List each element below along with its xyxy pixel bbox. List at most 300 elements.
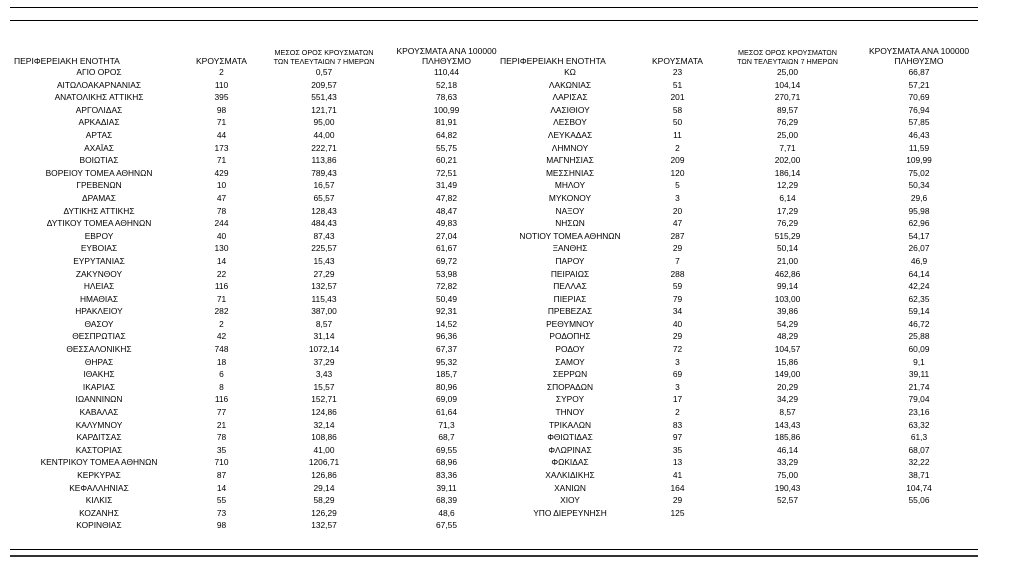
- cell-cases: 3: [675, 356, 680, 367]
- cell-cases: 13: [672, 457, 683, 468]
- cell-per-100k: 46,9: [910, 255, 928, 266]
- cell-avg-7d: 20,29: [777, 381, 798, 392]
- table-row: [500, 293, 978, 306]
- cell-region: ΚΟΖΑΝΗΣ: [79, 507, 119, 518]
- cell-avg-7d: 462,86: [774, 268, 801, 279]
- table-row: [500, 268, 978, 281]
- table-row: [500, 217, 978, 230]
- cell-region: ΒΟΙΩΤΙΑΣ: [79, 155, 119, 166]
- cell-cases: 42: [216, 331, 227, 342]
- cell-avg-7d: 27,29: [313, 268, 335, 279]
- cell-cases: 5: [675, 180, 680, 191]
- table-row: [14, 406, 504, 419]
- table-row: [14, 330, 504, 343]
- cell-cases: 130: [214, 243, 229, 254]
- top-rule-second: [10, 20, 978, 21]
- cell-per-100k: 69,55: [436, 444, 457, 455]
- cell-region: ΠΙΕΡΙΑΣ: [553, 293, 587, 304]
- table-row: [14, 179, 504, 192]
- cell-region: ΛΕΣΒΟΥ: [553, 117, 587, 128]
- cell-region: ΥΠΟ ΔΙΕΡΕΥΝΗΣΗ: [533, 507, 607, 518]
- cell-cases: 21: [216, 419, 227, 430]
- cell-region: ΛΑΣΙΘΙΟΥ: [550, 104, 590, 115]
- cell-avg-7d: 17,29: [777, 205, 798, 216]
- cell-avg-7d: 33,29: [777, 457, 798, 468]
- cell-region: ΧΑΝΙΩΝ: [554, 482, 586, 493]
- cell-cases: 244: [214, 218, 229, 229]
- cell-per-100k: 9,1: [913, 356, 925, 367]
- cell-avg-7d: 387,00: [311, 306, 337, 317]
- cell-per-100k: 72,51: [436, 167, 457, 178]
- cell-cases: 164: [670, 482, 685, 493]
- table-row: [14, 205, 504, 218]
- cell-per-100k: 109,99: [906, 155, 932, 166]
- cell-cases: 87: [216, 470, 227, 480]
- table-row: [500, 104, 978, 117]
- cell-region: ΣΕΡΡΩΝ: [552, 369, 588, 380]
- cell-avg-7d: 222,71: [311, 142, 337, 153]
- table-row: [14, 368, 504, 381]
- cell-avg-7d: [715, 507, 860, 520]
- cell-region: ΞΑΝΘΗΣ: [552, 243, 588, 254]
- cell-per-100k: 48,6: [438, 507, 455, 518]
- cell-region: ΜΑΓΝΗΣΙΑΣ: [546, 155, 594, 166]
- bottom-rule: [10, 549, 978, 550]
- cell-avg-7d: 152,71: [311, 394, 337, 405]
- table-row: [500, 167, 978, 180]
- cell-region: ΘΑΣΟΥ: [84, 318, 114, 329]
- cell-per-100k: 80,96: [436, 381, 457, 392]
- cell-avg-7d: 34,29: [777, 394, 798, 405]
- cell-per-100k: 61,3: [910, 432, 928, 443]
- cell-region: ΠΕΛΛΑΣ: [553, 281, 587, 292]
- table-row: [500, 368, 978, 381]
- cell-cases: 71: [216, 293, 227, 304]
- cell-per-100k: 25,88: [908, 331, 930, 342]
- table-row: [500, 469, 978, 482]
- cell-avg-7d: 25,00: [777, 129, 798, 140]
- table-row: [500, 305, 978, 318]
- cell-per-100k: 39,11: [436, 482, 457, 493]
- table-row: [14, 456, 504, 469]
- cell-region: ΠΡΕΒΕΖΑΣ: [547, 306, 593, 317]
- table-row: [14, 116, 504, 129]
- cell-cases: 201: [670, 92, 685, 103]
- cell-cases: 14: [216, 482, 227, 493]
- cell-cases: 58: [672, 104, 683, 115]
- cell-cases: 34: [672, 306, 683, 317]
- cell-avg-7d: 108,86: [311, 432, 337, 443]
- cell-per-100k: 100,99: [433, 104, 460, 115]
- cell-region: ΚΑΣΤΟΡΙΑΣ: [75, 444, 123, 455]
- cell-avg-7d: 48,29: [777, 331, 798, 342]
- cell-cases: 116: [214, 394, 229, 405]
- cell-region: ΣΠΟΡΑΔΩΝ: [546, 381, 594, 392]
- cell-region: ΔΥΤΙΚΗΣ ΑΤΤΙΚΗΣ: [63, 205, 135, 216]
- table-row: [500, 330, 978, 343]
- cell-cases: 17: [672, 394, 683, 405]
- cell-cases: 7: [675, 255, 680, 266]
- cell-avg-7d: 515,29: [774, 230, 801, 241]
- cell-region: ΕΥΒΟΙΑΣ: [80, 243, 118, 254]
- table-row: [500, 381, 978, 394]
- cell-avg-7d: 75,00: [777, 470, 798, 480]
- cell-cases: 51: [672, 79, 683, 90]
- cell-avg-7d: 484,43: [311, 218, 337, 229]
- cell-per-100k: 48,47: [436, 205, 457, 216]
- cell-avg-7d: 12,29: [777, 180, 798, 191]
- cell-cases: 40: [216, 230, 227, 241]
- cell-region: ΦΩΚΙΔΑΣ: [551, 457, 589, 468]
- header-row: [14, 42, 504, 66]
- bottom-rule-thick: [10, 555, 978, 557]
- cell-cases: 6: [219, 369, 224, 380]
- table-row: [14, 104, 504, 117]
- cell-cases: 78: [216, 205, 227, 216]
- cell-region: ΒΟΡΕΙΟΥ ΤΟΜΕΑ ΑΘΗΝΩΝ: [45, 167, 153, 178]
- table-row: [500, 444, 978, 457]
- cell-per-100k: 62,35: [908, 293, 930, 304]
- header-avg-line1: ΜΕΣΟΣ ΟΡΟΣ ΚΡΟΥΣΜΑΤΩΝ: [274, 48, 374, 57]
- table-row: [500, 419, 978, 432]
- cell-per-100k: 78,63: [436, 92, 457, 103]
- cell-cases: 35: [216, 444, 227, 455]
- cell-cases: 3: [675, 381, 680, 392]
- cell-region: ΛΑΚΩΝΙΑΣ: [548, 79, 592, 90]
- cell-region: ΛΗΜΝΟΥ: [551, 142, 589, 153]
- cell-avg-7d: 89,57: [777, 104, 798, 115]
- cell-cases: 710: [214, 457, 229, 468]
- cell-per-100k: 75,02: [908, 167, 930, 178]
- cell-region: ΘΕΣΠΡΩΤΙΑΣ: [72, 331, 126, 342]
- cell-per-100k: 69,72: [436, 255, 457, 266]
- cell-per-100k: 68,7: [438, 432, 455, 443]
- cell-region: ΚΑΡΔΙΤΣΑΣ: [76, 432, 122, 443]
- cell-cases: 14: [216, 255, 227, 266]
- table-row: [14, 79, 504, 92]
- cell-per-100k: 59,14: [908, 306, 930, 317]
- cell-avg-7d: 270,71: [774, 92, 801, 103]
- cell-region: ΜΗΛΟΥ: [554, 180, 586, 191]
- table-row: [14, 66, 504, 79]
- cell-per-100k: 11,59: [908, 142, 930, 153]
- cell-region: ΑΡΚΑΔΙΑΣ: [78, 117, 120, 128]
- table-row: [14, 305, 504, 318]
- cell-avg-7d: 202,00: [774, 155, 801, 166]
- cell-avg-7d: 190,43: [774, 482, 801, 493]
- table-row: [14, 268, 504, 281]
- cell-per-100k: 61,67: [436, 243, 457, 254]
- cell-per-100k: 39,11: [908, 369, 930, 380]
- cell-region: ΣΥΡΟΥ: [555, 394, 585, 405]
- cell-region: ΑΡΤΑΣ: [85, 129, 113, 140]
- cases-table-left: [14, 42, 504, 532]
- table-row: [500, 280, 978, 293]
- table-row: [500, 494, 978, 507]
- cell-per-100k: 72,82: [436, 281, 457, 292]
- table-row: [14, 494, 504, 507]
- cell-region: ΜΕΣΣΗΝΙΑΣ: [545, 167, 595, 178]
- cell-avg-7d: 41,00: [313, 444, 335, 455]
- cell-avg-7d: 39,86: [777, 306, 798, 317]
- cell-region: ΗΡΑΚΛΕΙΟΥ: [75, 306, 123, 317]
- cell-region: ΚΕΦΑΛΛΗΝΙΑΣ: [69, 482, 129, 493]
- cell-cases: 47: [216, 192, 227, 203]
- cell-cases: 55: [216, 495, 227, 506]
- cell-avg-7d: 8,57: [315, 318, 333, 329]
- cell-per-100k: 76,94: [908, 104, 930, 115]
- cell-per-100k: 92,31: [436, 306, 457, 317]
- cell-per-100k: 54,17: [908, 230, 930, 241]
- cell-region: ΧΙΟΥ: [560, 495, 580, 506]
- cell-per-100k: [860, 507, 978, 520]
- header-avg-line2: ΤΩΝ ΤΕΛΕΥΤΑΙΩΝ 7 ΗΜΕΡΩΝ: [737, 57, 838, 66]
- cell-region: ΙΚΑΡΙΑΣ: [82, 381, 116, 392]
- cell-per-100k: 66,87: [908, 67, 930, 77]
- cell-avg-7d: 126,86: [311, 470, 337, 480]
- cell-region: ΚΕΝΤΡΙΚΟΥ ΤΟΜΕΑ ΑΘΗΝΩΝ: [40, 457, 158, 468]
- cell-per-100k: 57,21: [908, 79, 930, 90]
- table-row: [14, 230, 504, 243]
- cell-avg-7d: 25,00: [777, 67, 798, 77]
- cell-per-100k: 55,75: [436, 142, 457, 153]
- table-row: [14, 343, 504, 356]
- cell-cases: 429: [214, 167, 229, 178]
- cell-region: ΤΗΝΟΥ: [555, 407, 585, 418]
- header-per100k-line1: ΚΡΟΥΣΜΑΤΑ ΑΝΑ 100000: [396, 46, 497, 56]
- cell-avg-7d: 7,71: [779, 142, 796, 153]
- table-row: [14, 444, 504, 457]
- cell-cases: 20: [672, 205, 683, 216]
- cell-cases: 97: [672, 432, 683, 443]
- cell-avg-7d: 21,00: [777, 255, 798, 266]
- cell-region: ΝΑΞΟΥ: [555, 205, 585, 216]
- cell-avg-7d: 54,29: [777, 318, 798, 329]
- table-row: [14, 154, 504, 167]
- cell-cases: 22: [216, 268, 227, 279]
- cell-region: ΑΙΤΩΛΟΑΚΑΡΝΑΝΙΑΣ: [56, 79, 142, 90]
- cell-per-100k: 57,85: [908, 117, 930, 128]
- cell-region: ΗΜΑΘΙΑΣ: [79, 293, 119, 304]
- cell-cases: 29: [672, 495, 683, 506]
- cell-per-100k: 67,55: [436, 520, 457, 531]
- header-cases: ΚΡΟΥΣΜΑΤΑ: [196, 56, 247, 66]
- cell-per-100k: 26,07: [908, 243, 930, 254]
- cell-cases: 120: [670, 167, 685, 178]
- cell-region: ΦΛΩΡΙΝΑΣ: [548, 444, 592, 455]
- cell-cases: 18: [216, 356, 227, 367]
- cell-avg-7d: 789,43: [311, 167, 337, 178]
- cell-region: ΛΕΥΚΑΔΑΣ: [547, 129, 593, 140]
- cell-region: ΚΙΛΚΙΣ: [85, 495, 113, 506]
- header-avg: [715, 42, 860, 66]
- cell-region: ΕΒΡΟΥ: [84, 230, 114, 241]
- cell-per-100k: 49,83: [436, 218, 457, 229]
- table-row: [500, 255, 978, 268]
- table-row: [500, 318, 978, 331]
- cell-region: ΚΩ: [564, 67, 576, 77]
- header-per100k: [389, 42, 504, 66]
- cell-cases: 3: [675, 192, 680, 203]
- cell-region: ΓΡΕΒΕΝΩΝ: [76, 180, 122, 191]
- cell-per-100k: 69,09: [436, 394, 457, 405]
- cell-region: ΑΡΓΟΛΙΔΑΣ: [75, 104, 123, 115]
- cell-avg-7d: 104,57: [774, 344, 801, 355]
- cell-per-100k: 46,72: [908, 318, 930, 329]
- cell-cases: 287: [670, 230, 685, 241]
- cell-region: ΑΓΙΟ ΟΡΟΣ: [76, 67, 122, 77]
- header-per100k-line2: ΠΛΗΘΥΣΜΟ: [422, 56, 471, 66]
- cell-region: ΠΕΙΡΑΙΩΣ: [550, 268, 590, 279]
- cell-avg-7d: 0,57: [315, 67, 333, 77]
- table-row: [14, 482, 504, 495]
- cell-avg-7d: 37,29: [313, 356, 335, 367]
- cell-region: ΘΗΡΑΣ: [84, 356, 114, 367]
- cell-per-100k: 104,74: [906, 482, 932, 493]
- table-row: [500, 66, 978, 79]
- cell-per-100k: 32,22: [908, 457, 930, 468]
- cell-region: ΧΑΛΚΙΔΙΚΗΣ: [545, 470, 595, 480]
- header-avg-line2: ΤΩΝ ΤΕΛΕΥΤΑΙΩΝ 7 ΗΜΕΡΩΝ: [273, 57, 375, 66]
- cell-cases: 2: [675, 142, 680, 153]
- cell-region: ΜΥΚΟΝΟΥ: [548, 192, 592, 203]
- header-per100k-line1: ΚΡΟΥΣΜΑΤΑ ΑΝΑ 100000: [868, 46, 970, 56]
- table-row: [500, 142, 978, 155]
- header-cases: ΚΡΟΥΣΜΑΤΑ: [652, 56, 703, 66]
- table-row: [14, 393, 504, 406]
- cell-per-100k: 71,3: [438, 419, 455, 430]
- cell-region: ΚΟΡΙΝΘΙΑΣ: [76, 520, 122, 531]
- cell-cases: 11: [673, 129, 682, 140]
- header-avg-line1: ΜΕΣΟΣ ΟΡΟΣ ΚΡΟΥΣΜΑΤΩΝ: [738, 48, 837, 57]
- table-row: [14, 507, 504, 520]
- cell-cases: 2: [219, 318, 224, 329]
- cell-cases: 98: [216, 104, 227, 115]
- cell-region: ΣΑΜΟΥ: [555, 356, 585, 367]
- cell-region: ΑΝΑΤΟΛΙΚΗΣ ΑΤΤΙΚΗΣ: [54, 92, 144, 103]
- cell-avg-7d: 32,14: [313, 419, 335, 430]
- table-row: [14, 318, 504, 331]
- cell-avg-7d: 132,57: [311, 281, 337, 292]
- cell-region: ΚΕΡΚΥΡΑΣ: [77, 470, 121, 480]
- cell-cases: 2: [675, 407, 680, 418]
- cell-avg-7d: 3,43: [315, 369, 333, 380]
- cell-per-100k: 50,34: [908, 180, 930, 191]
- header-region: ΠΕΡΙΦΕΡΕΙΑΚΗ ΕΝΟΤΗΤΑ: [14, 56, 120, 66]
- cell-cases: 173: [214, 142, 229, 153]
- cell-per-100k: 61,64: [436, 407, 457, 418]
- cell-per-100k: 63,32: [908, 419, 930, 430]
- table-row: [14, 242, 504, 255]
- cell-cases: 71: [216, 117, 227, 128]
- cell-avg-7d: 143,43: [774, 419, 801, 430]
- cell-avg-7d: 149,00: [774, 369, 801, 380]
- table-row: [500, 230, 978, 243]
- cell-region: ΚΑΛΥΜΝΟΥ: [75, 419, 123, 430]
- cell-per-100k: 83,36: [436, 470, 457, 480]
- cell-region: ΗΛΕΙΑΣ: [83, 281, 115, 292]
- header-row: [500, 42, 978, 66]
- cell-cases: 59: [672, 281, 683, 292]
- cell-cases: 72: [672, 344, 683, 355]
- cell-avg-7d: 44,00: [313, 129, 335, 140]
- cell-region: ΔΡΑΜΑΣ: [82, 192, 116, 203]
- cell-region: ΡΟΔΟΠΗΣ: [549, 331, 591, 342]
- cell-per-100k: 64,82: [436, 129, 457, 140]
- cell-cases: 79: [672, 293, 683, 304]
- cell-avg-7d: 121,71: [311, 104, 337, 115]
- table-row: [500, 179, 978, 192]
- cell-per-100k: 110,44: [434, 67, 459, 77]
- cell-cases: 78: [216, 432, 227, 443]
- cell-per-100k: 79,04: [908, 394, 930, 405]
- cell-avg-7d: 113,86: [311, 155, 337, 166]
- cell-per-100k: 67,37: [436, 344, 457, 355]
- cell-cases: 748: [214, 344, 229, 355]
- cell-avg-7d: 95,00: [313, 117, 335, 128]
- cell-per-100k: 50,49: [436, 293, 457, 304]
- cell-per-100k: 38,71: [908, 470, 930, 480]
- cell-region: ΦΘΙΩΤΙΔΑΣ: [547, 432, 593, 443]
- cell-region: ΛΑΡΙΣΑΣ: [552, 92, 588, 103]
- table-row: [14, 91, 504, 104]
- cell-cases: 8: [219, 381, 224, 392]
- cell-avg-7d: 15,57: [313, 381, 335, 392]
- cell-per-100k: 68,39: [436, 495, 457, 506]
- table-row: [14, 167, 504, 180]
- cell-per-100k: 55,06: [908, 495, 930, 506]
- cell-per-100k: 60,21: [436, 155, 457, 166]
- top-rule: [10, 7, 978, 8]
- table-row: [500, 431, 978, 444]
- table-row: [14, 192, 504, 205]
- cell-cases: 44: [216, 129, 227, 140]
- cell-per-100k: 64,14: [908, 268, 930, 279]
- cell-per-100k: 95,98: [908, 205, 930, 216]
- cell-per-100k: 96,36: [436, 331, 457, 342]
- cell-cases: 98: [216, 520, 227, 531]
- table-row: [500, 343, 978, 356]
- cell-per-100k: 42,24: [908, 281, 930, 292]
- cell-avg-7d: 46,14: [777, 444, 798, 455]
- table-row: [14, 469, 504, 482]
- cell-region: ΤΡΙΚΑΛΩΝ: [548, 419, 592, 430]
- cell-region: ΙΘΑΚΗΣ: [83, 369, 115, 380]
- cell-region: ΕΥΡΥΤΑΝΙΑΣ: [73, 255, 125, 266]
- cell-avg-7d: 185,86: [774, 432, 801, 443]
- cell-cases: 282: [214, 306, 229, 317]
- cell-cases: 71: [216, 155, 227, 166]
- table-row: [14, 280, 504, 293]
- cell-cases: 69: [672, 369, 683, 380]
- cases-table-right: [500, 42, 978, 519]
- table-row: [14, 142, 504, 155]
- cell-avg-7d: 225,57: [311, 243, 337, 254]
- cell-avg-7d: 58,29: [313, 495, 335, 506]
- cell-avg-7d: 65,57: [313, 192, 335, 203]
- cell-per-100k: 46,43: [908, 129, 930, 140]
- cell-cases: 83: [672, 419, 683, 430]
- cell-avg-7d: 124,86: [311, 407, 337, 418]
- cell-cases: 29: [672, 331, 683, 342]
- table-row: [500, 91, 978, 104]
- cell-per-100k: 27,04: [436, 230, 457, 241]
- cell-per-100k: 81,91: [436, 117, 457, 128]
- cell-region: ΝΟΤΙΟΥ ΤΟΜΕΑ ΑΘΗΝΩΝ: [519, 230, 621, 241]
- header-avg: [259, 42, 389, 66]
- table-row: [500, 242, 978, 255]
- cell-avg-7d: 1206,71: [308, 457, 340, 468]
